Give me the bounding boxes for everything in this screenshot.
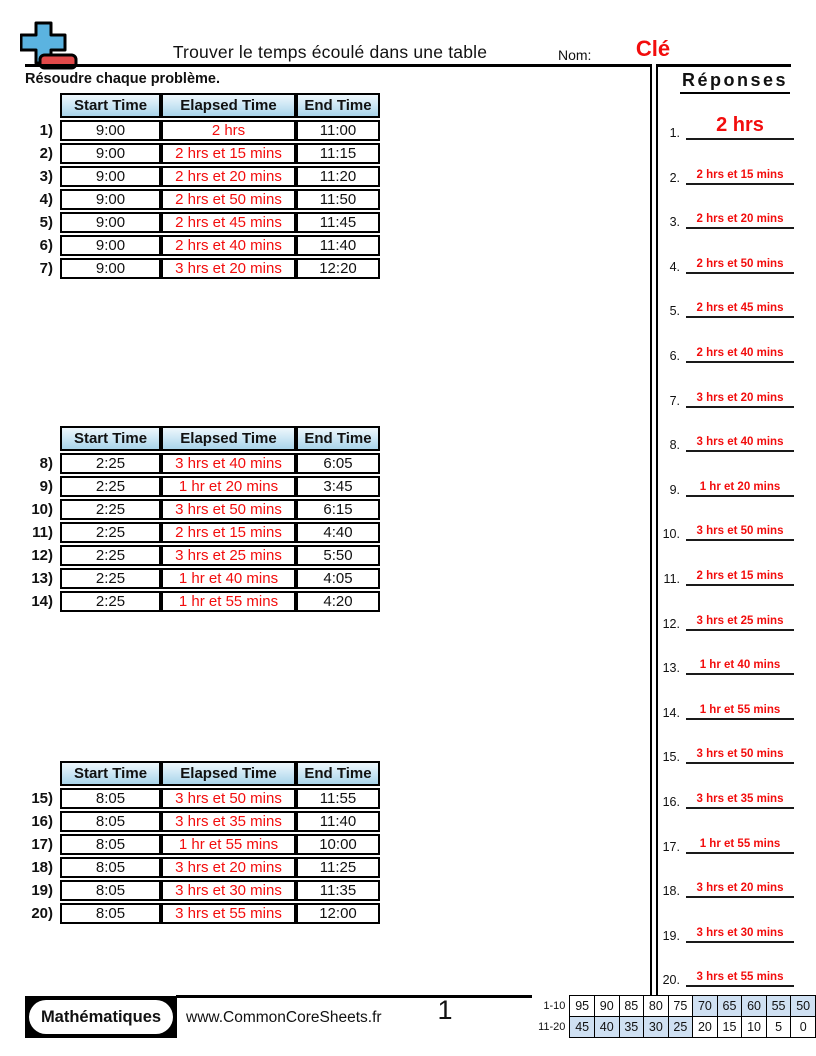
score-cell: 55 — [766, 996, 791, 1017]
score-cell: 65 — [717, 996, 742, 1017]
elapsed-time-cell: 2 hrs et 40 mins — [161, 235, 296, 256]
score-cell: 95 — [570, 996, 595, 1017]
score-cell: 15 — [717, 1017, 742, 1038]
score-range-label: 11-20 — [538, 1021, 566, 1033]
elapsed-time-cell: 3 hrs et 40 mins — [161, 453, 296, 474]
answer-blank: 1 hr et 20 mins — [686, 481, 794, 497]
start-time-cell: 9:00 — [60, 212, 161, 233]
problem-number: 3) — [39, 168, 53, 185]
start-time-cell: 9:00 — [60, 258, 161, 279]
answer-blank: 2 hrs et 20 mins — [686, 213, 794, 229]
column-header: End Time — [296, 761, 380, 786]
elapsed-time-cell: 3 hrs et 20 mins — [161, 258, 296, 279]
answer-blank: 2 hrs et 45 mins — [686, 302, 794, 318]
score-cell: 40 — [594, 1017, 619, 1038]
problem-number: 7) — [39, 260, 53, 277]
start-time-cell: 8:05 — [60, 811, 161, 832]
end-time-cell: 11:20 — [296, 166, 380, 187]
start-time-cell: 8:05 — [60, 834, 161, 855]
end-time-cell: 11:50 — [296, 189, 380, 210]
table-row — [24, 499, 380, 520]
problem-number: 19) — [31, 882, 53, 899]
start-time-cell: 8:05 — [60, 788, 161, 809]
answer-number: 20. — [662, 973, 680, 988]
start-time-cell: 8:05 — [60, 880, 161, 901]
end-time-cell: 6:05 — [296, 453, 380, 474]
table-row — [24, 166, 380, 187]
answer-item — [654, 374, 794, 408]
problem-number: 10) — [31, 501, 53, 518]
end-time-cell: 11:40 — [296, 235, 380, 256]
answer-number: 8. — [669, 438, 680, 453]
column-header: Start Time — [60, 93, 161, 118]
answer-number: 2. — [669, 170, 680, 185]
problem-number: 13) — [31, 570, 53, 587]
table-corner-spacer — [24, 93, 60, 118]
elapsed-time-cell: 2 hrs et 20 mins — [161, 166, 296, 187]
end-time-cell: 4:40 — [296, 522, 380, 543]
end-time-cell: 11:55 — [296, 788, 380, 809]
answer-number: 15. — [662, 750, 680, 765]
answer-number: 10. — [662, 527, 680, 542]
answer-number: 16. — [662, 795, 680, 809]
table-row — [24, 834, 380, 855]
problem-number: 4) — [39, 191, 53, 208]
table-row — [24, 788, 380, 809]
answer-item — [654, 775, 794, 809]
problems-table — [24, 424, 380, 614]
website-text: www.CommonCoreSheets.fr — [186, 1009, 382, 1026]
table-row — [24, 568, 380, 589]
answer-blank: 2 hrs et 50 mins — [686, 258, 794, 274]
end-time-cell: 11:00 — [296, 120, 380, 141]
problems-table — [24, 91, 380, 281]
score-cell: 60 — [742, 996, 767, 1017]
end-time-cell: 5:50 — [296, 545, 380, 566]
answer-blank: 3 hrs et 50 mins — [686, 748, 794, 764]
answer-item — [654, 329, 794, 363]
problem-number: 6) — [39, 237, 53, 254]
start-time-cell: 9:00 — [60, 166, 161, 187]
answer-blank: 3 hrs et 20 mins — [686, 392, 794, 408]
answer-blank: 3 hrs et 40 mins — [686, 436, 794, 452]
problems-table — [24, 759, 380, 926]
column-header: Elapsed Time — [161, 426, 296, 451]
end-time-cell: 11:35 — [296, 880, 380, 901]
answer-item — [654, 151, 794, 185]
answer-number: 17. — [662, 839, 680, 854]
end-time-cell: 11:40 — [296, 811, 380, 832]
elapsed-time-cell: 2 hrs et 50 mins — [161, 189, 296, 210]
start-time-cell: 2:25 — [60, 476, 161, 497]
table-row — [24, 880, 380, 901]
elapsed-time-cell: 3 hrs et 25 mins — [161, 545, 296, 566]
answer-blank: 3 hrs et 35 mins — [686, 793, 794, 809]
elapsed-time-cell: 1 hr et 20 mins — [161, 476, 296, 497]
problem-number: 14) — [31, 593, 53, 610]
brand-logo-icon — [20, 20, 80, 70]
table-row — [24, 522, 380, 543]
score-cell: 5 — [766, 1017, 791, 1038]
table-row — [24, 476, 380, 497]
answer-number: 11. — [663, 572, 680, 586]
answer-item — [654, 418, 794, 452]
start-time-cell: 2:25 — [60, 453, 161, 474]
score-cell: 75 — [668, 996, 693, 1017]
answer-number: 4. — [669, 259, 680, 274]
elapsed-time-cell: 2 hrs — [161, 120, 296, 141]
start-time-cell: 2:25 — [60, 568, 161, 589]
name-label: Nom: — [558, 47, 592, 63]
answer-blank: 3 hrs et 50 mins — [686, 525, 794, 541]
instruction-text: Résoudre chaque problème. — [25, 71, 220, 87]
table-row — [24, 143, 380, 164]
elapsed-time-cell: 3 hrs et 55 mins — [161, 903, 296, 924]
score-cell: 30 — [644, 1017, 669, 1038]
answer-blank: 2 hrs — [686, 114, 794, 140]
end-time-cell: 12:00 — [296, 903, 380, 924]
end-time-cell: 12:20 — [296, 258, 380, 279]
start-time-cell: 2:25 — [60, 499, 161, 520]
table-header-row — [24, 761, 380, 786]
start-time-cell: 8:05 — [60, 903, 161, 924]
column-header: End Time — [296, 426, 380, 451]
answer-blank: 3 hrs et 20 mins — [686, 882, 794, 898]
answer-number: 1. — [669, 126, 680, 140]
answer-blank: 1 hr et 55 mins — [686, 704, 794, 720]
table-header-row — [24, 426, 380, 451]
answer-number: 14. — [662, 705, 680, 720]
table-corner-spacer — [24, 761, 60, 786]
answer-item — [654, 195, 794, 229]
score-row — [532, 996, 816, 1017]
score-cell: 90 — [594, 996, 619, 1017]
start-time-cell: 9:00 — [60, 189, 161, 210]
elapsed-time-cell: 3 hrs et 20 mins — [161, 857, 296, 878]
elapsed-time-cell: 3 hrs et 35 mins — [161, 811, 296, 832]
answer-blank: 3 hrs et 55 mins — [686, 971, 794, 987]
answer-item — [654, 953, 794, 987]
elapsed-time-cell: 2 hrs et 15 mins — [161, 143, 296, 164]
elapsed-time-cell: 2 hrs et 15 mins — [161, 522, 296, 543]
table-row — [24, 811, 380, 832]
answer-blank: 2 hrs et 40 mins — [686, 347, 794, 363]
problem-number: 1) — [39, 122, 53, 139]
start-time-cell: 9:00 — [60, 120, 161, 141]
score-cell: 50 — [791, 996, 816, 1017]
start-time-cell: 9:00 — [60, 235, 161, 256]
answer-number: 12. — [662, 616, 680, 631]
header-rule — [25, 64, 791, 67]
table-row — [24, 903, 380, 924]
answer-blank: 3 hrs et 25 mins — [686, 615, 794, 631]
problems-table-1 — [24, 91, 380, 281]
answer-item — [654, 106, 794, 140]
name-value: Clé — [635, 36, 671, 61]
problem-number: 17) — [31, 836, 53, 853]
score-cell: 70 — [693, 996, 718, 1017]
problem-number: 12) — [31, 547, 53, 564]
problem-number: 2) — [39, 145, 53, 162]
table-row — [24, 189, 380, 210]
answers-heading — [660, 70, 810, 91]
problems-table-2 — [24, 424, 380, 614]
worksheet-title: Trouver le temps écoulé dans une table — [172, 42, 488, 62]
problem-number: 11) — [32, 524, 53, 541]
brand-label: Mathématiques — [29, 1000, 173, 1034]
score-cell: 20 — [693, 1017, 718, 1038]
problem-number: 18) — [31, 859, 53, 876]
table-row — [24, 235, 380, 256]
answer-blank: 1 hr et 55 mins — [686, 838, 794, 854]
answer-number: 13. — [662, 661, 680, 676]
answer-number: 18. — [662, 884, 680, 899]
start-time-cell: 2:25 — [60, 591, 161, 612]
score-cell: 25 — [668, 1017, 693, 1038]
end-time-cell: 3:45 — [296, 476, 380, 497]
table-header-row — [24, 93, 380, 118]
end-time-cell: 10:00 — [296, 834, 380, 855]
problems-table-3 — [24, 759, 380, 926]
answer-item — [654, 730, 794, 764]
elapsed-time-cell: 1 hr et 55 mins — [161, 834, 296, 855]
end-time-cell: 11:15 — [296, 143, 380, 164]
answer-item — [654, 864, 794, 898]
score-cell: 45 — [570, 1017, 595, 1038]
table-row — [24, 120, 380, 141]
start-time-cell: 2:25 — [60, 545, 161, 566]
end-time-cell: 11:45 — [296, 212, 380, 233]
answer-item — [654, 909, 794, 943]
score-row — [532, 1017, 816, 1038]
answer-number: 3. — [669, 215, 680, 230]
end-time-cell: 4:20 — [296, 591, 380, 612]
table-corner-spacer — [24, 426, 60, 451]
answer-item — [654, 507, 794, 541]
score-cell: 0 — [791, 1017, 816, 1038]
score-cell: 35 — [619, 1017, 644, 1038]
elapsed-time-cell: 3 hrs et 30 mins — [161, 880, 296, 901]
answer-blank: 2 hrs et 15 mins — [686, 570, 794, 586]
page-number: 1 — [437, 995, 453, 1025]
answer-item — [654, 463, 794, 497]
elapsed-time-cell: 2 hrs et 45 mins — [161, 212, 296, 233]
table-row — [24, 545, 380, 566]
answer-number: 7. — [669, 393, 680, 408]
start-time-cell: 2:25 — [60, 522, 161, 543]
score-cell: 80 — [644, 996, 669, 1017]
score-cell: 85 — [619, 996, 644, 1017]
end-time-cell: 11:25 — [296, 857, 380, 878]
answer-item — [654, 597, 794, 631]
end-time-cell: 4:05 — [296, 568, 380, 589]
problem-number: 8) — [39, 455, 53, 472]
answer-number: 6. — [669, 349, 680, 363]
start-time-cell: 8:05 — [60, 857, 161, 878]
answer-item — [654, 240, 794, 274]
answer-item — [654, 686, 794, 720]
column-header: Start Time — [60, 761, 161, 786]
answers-heading-label: Réponses — [680, 70, 790, 94]
problem-number: 16) — [31, 813, 53, 830]
answer-number: 5. — [669, 304, 680, 319]
answer-item — [654, 641, 794, 675]
answer-number: 9. — [669, 482, 680, 497]
table-row — [24, 591, 380, 612]
answer-blank: 1 hr et 40 mins — [686, 659, 794, 675]
answer-number: 19. — [662, 928, 680, 943]
answer-item — [654, 552, 794, 586]
answer-blank: 3 hrs et 30 mins — [686, 927, 794, 943]
elapsed-time-cell: 3 hrs et 50 mins — [161, 788, 296, 809]
problem-number: 15) — [31, 790, 53, 807]
score-range-label: 1-10 — [543, 1000, 566, 1012]
column-header: Elapsed Time — [161, 93, 296, 118]
elapsed-time-cell: 1 hr et 55 mins — [161, 591, 296, 612]
problem-number: 20) — [31, 905, 53, 922]
start-time-cell: 9:00 — [60, 143, 161, 164]
answer-item — [654, 820, 794, 854]
end-time-cell: 6:15 — [296, 499, 380, 520]
score-table — [532, 995, 816, 1038]
problem-number: 5) — [39, 214, 53, 231]
answer-blank: 2 hrs et 15 mins — [686, 169, 794, 185]
table-row — [24, 857, 380, 878]
answer-item — [654, 284, 794, 318]
elapsed-time-cell: 1 hr et 40 mins — [161, 568, 296, 589]
problem-number: 9) — [39, 478, 53, 495]
elapsed-time-cell: 3 hrs et 50 mins — [161, 499, 296, 520]
column-header: Elapsed Time — [161, 761, 296, 786]
table-row — [24, 453, 380, 474]
table-row — [24, 258, 380, 279]
column-header: Start Time — [60, 426, 161, 451]
brand-badge — [25, 996, 177, 1038]
column-header: End Time — [296, 93, 380, 118]
table-row — [24, 212, 380, 233]
score-cell: 10 — [742, 1017, 767, 1038]
